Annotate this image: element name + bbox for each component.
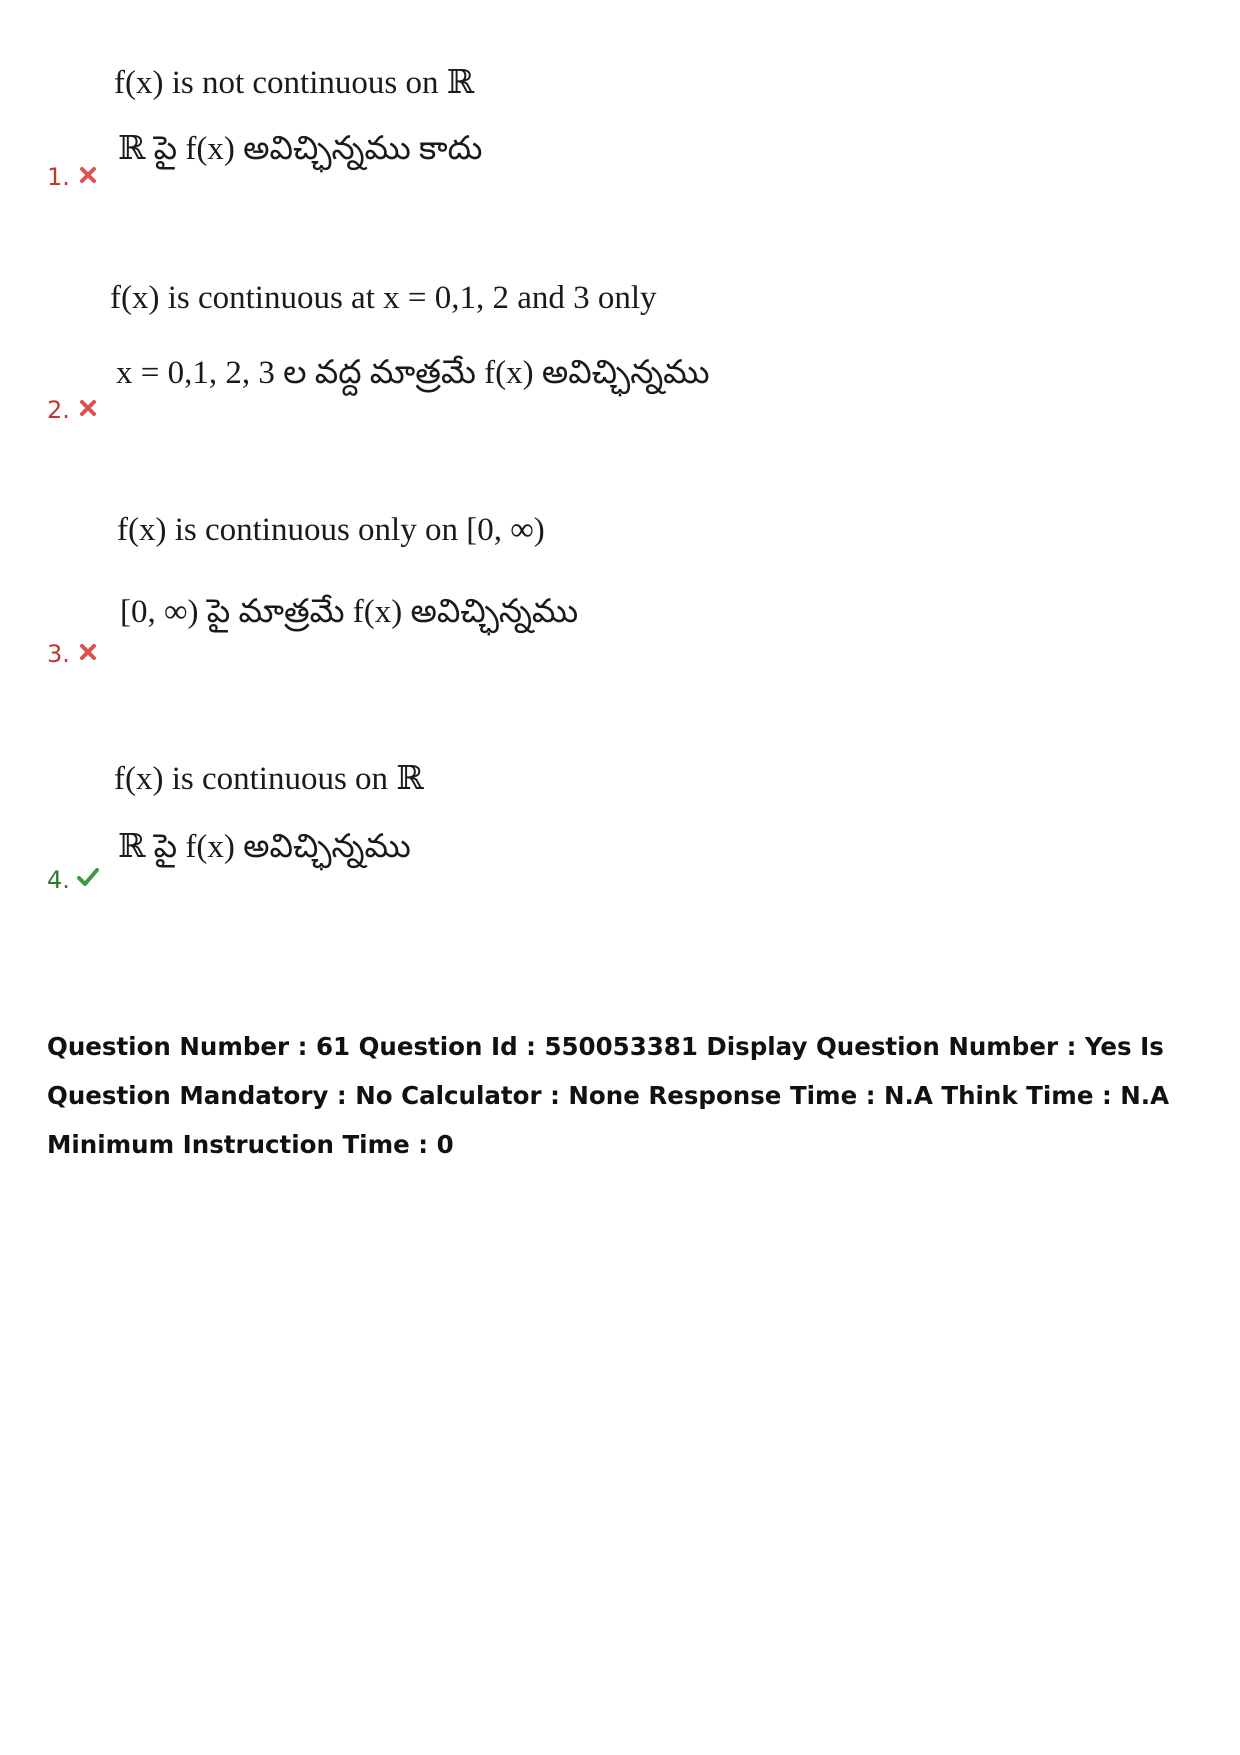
option-1-telugu-text: ℝ పై f(x) అవిచ్ఛిన్నము కాదు: [118, 131, 483, 167]
option-4-english-text: f(x) is continuous on ℝ: [114, 761, 424, 797]
option-2-number: 2.: [47, 396, 70, 424]
option-2-telugu-text: x = 0,1, 2, 3 ల వద్ద మాత్రమే f(x) అవిచ్ఛిన్నము: [116, 355, 710, 391]
option-4-telugu-text: ℝ పై f(x) అవిచ్ఛిన్నము: [118, 829, 411, 865]
option-2-english-text: f(x) is continuous at x = 0,1, 2 and 3 only: [110, 280, 657, 316]
option-1-number: 1.: [47, 163, 70, 191]
option-1-english-text: f(x) is not continuous on ℝ: [114, 65, 475, 101]
cross-icon: [79, 643, 97, 661]
option-3-telugu-text: [0, ∞) పై మాత్రమే f(x) అవిచ్ఛిన్నము: [120, 594, 579, 630]
question-metadata: Question Number : 61 Question Id : 550053381 Display Question Number : Yes Is Question Mandatory : No Calculator : None Response Time : N.A Think Time : N.A Minimum Instruction Time : 0: [47, 1032, 1170, 1159]
cross-icon: [79, 166, 97, 184]
option-4-number: 4.: [47, 866, 70, 894]
checkmark-icon: [76, 866, 100, 888]
cross-icon: [79, 399, 97, 417]
option-3-english-text: f(x) is continuous only on [0, ∞): [117, 512, 545, 548]
option-3-number: 3.: [47, 640, 70, 668]
